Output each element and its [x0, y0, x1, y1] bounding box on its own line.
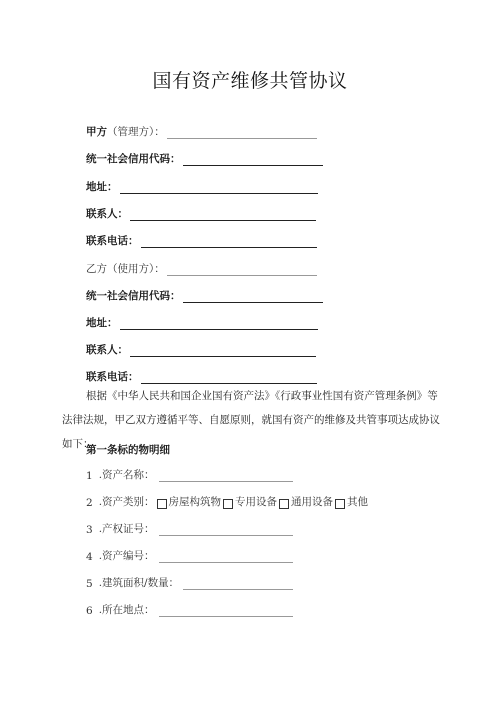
article-1-item — [86, 601, 293, 617]
item-number: 1 — [86, 470, 93, 482]
party-b-credit-code-row — [86, 285, 323, 303]
party-b-phone-field[interactable] — [141, 371, 317, 384]
party-a-field[interactable] — [167, 126, 317, 139]
area-quantity-field[interactable] — [183, 577, 293, 590]
item-label: .资产编号： — [98, 550, 155, 562]
checkbox-general-equipment[interactable] — [279, 499, 289, 509]
party-a-contact-label: 联系人： — [86, 208, 128, 220]
party-a-address-field[interactable] — [120, 181, 318, 194]
article-1-item — [86, 466, 293, 482]
asset-name-field[interactable] — [159, 469, 293, 482]
item-number: 5 — [86, 578, 93, 590]
article-1-item — [86, 574, 293, 590]
preamble-paragraph: 根据《中华人民共和国企业国有资产法》《行政事业性国有资产管理条例》等法律法规，甲乙双方遵循平等、自愿原则，就国有资产的维修及共管事项达成协议如下： — [62, 390, 440, 450]
option-special-equipment: 专用设备 — [235, 496, 278, 508]
party-a-phone-field[interactable] — [141, 235, 317, 248]
location-field[interactable] — [159, 604, 293, 617]
checkbox-other[interactable] — [335, 499, 345, 509]
item-label: .所在地点： — [98, 604, 155, 616]
party-a-address-row — [86, 176, 318, 194]
item-number: 6 — [86, 605, 93, 617]
party-a-credit-code-field[interactable] — [183, 153, 323, 166]
article-1-item — [86, 520, 293, 536]
party-a-role: （管理方）： — [107, 126, 165, 138]
party-b-field[interactable] — [167, 263, 317, 276]
party-a-phone-label: 联系电话： — [86, 235, 139, 247]
party-b-phone-label: 联系电话： — [86, 371, 139, 383]
checkbox-building[interactable] — [157, 499, 167, 509]
party-a-contact-row — [86, 203, 316, 221]
item-label: .资产类别： — [98, 496, 155, 508]
party-b-address-row — [86, 312, 318, 330]
party-a-credit-code-row — [86, 148, 323, 166]
item-number: 3 — [86, 524, 93, 536]
item-number: 4 — [86, 551, 93, 563]
party-b-credit-code-label: 统一社会信用代码： — [86, 290, 181, 302]
option-other: 其他 — [347, 496, 369, 508]
item-label: .资产名称： — [98, 469, 155, 481]
party-a-phone-row — [86, 230, 317, 248]
option-building: 房屋构筑物 — [168, 496, 222, 508]
asset-number-field[interactable] — [159, 550, 293, 563]
option-general-equipment: 通用设备 — [291, 496, 334, 508]
party-b-label: 乙方（使用方）： — [86, 263, 165, 275]
party-b-credit-code-field[interactable] — [183, 290, 323, 303]
party-a-row — [86, 121, 317, 139]
party-a-contact-field[interactable] — [130, 208, 316, 221]
property-cert-field[interactable] — [159, 523, 293, 536]
item-number: 2 — [86, 497, 93, 509]
party-b-contact-row — [86, 339, 316, 357]
party-b-phone-row — [86, 366, 317, 384]
party-b-address-label: 地址： — [86, 317, 118, 329]
party-a-address-label: 地址： — [86, 181, 118, 193]
document-title: 国有资产维修共管协议 — [152, 70, 348, 92]
party-b-contact-label: 联系人： — [86, 344, 128, 356]
party-b-contact-field[interactable] — [130, 344, 316, 357]
party-b-row — [86, 258, 317, 276]
checkbox-special-equipment[interactable] — [223, 499, 233, 509]
party-b-address-field[interactable] — [120, 317, 318, 330]
article-1-item — [86, 493, 368, 509]
item-label: .产权证号： — [98, 523, 155, 535]
article-1-item — [86, 547, 293, 563]
item-label: .建筑面积/数量： — [98, 577, 180, 589]
party-a-credit-code-label: 统一社会信用代码： — [86, 153, 181, 165]
party-a-label: 甲方（管理方）： — [86, 126, 165, 138]
article-1-heading: 第一条标的物明细 — [86, 444, 170, 456]
